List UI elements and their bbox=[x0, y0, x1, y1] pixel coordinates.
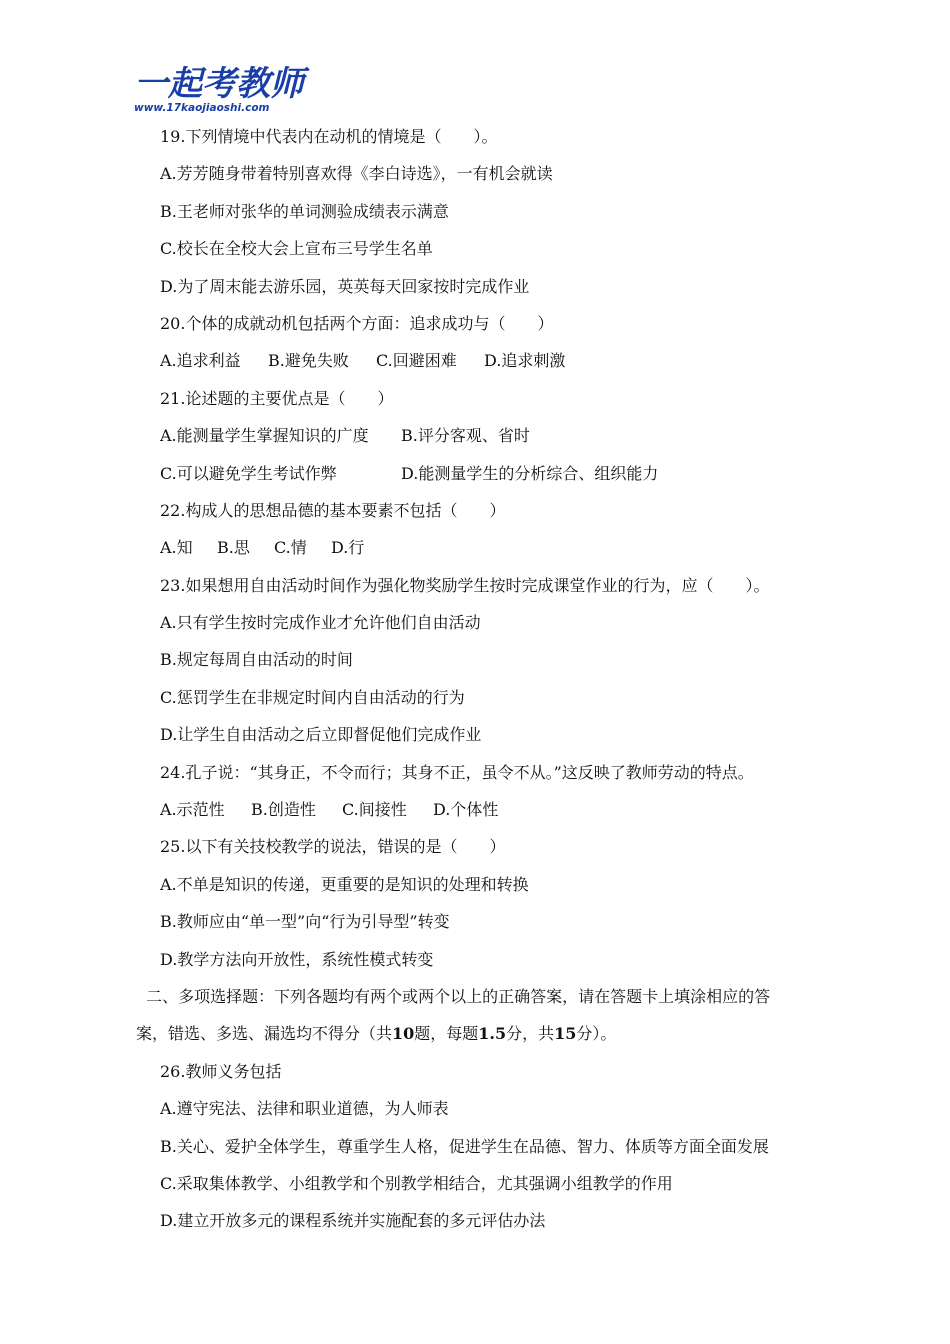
q21-option-c: C.可以避免学生考试作弊 bbox=[160, 463, 337, 483]
logo-title: 一起考教师 bbox=[134, 64, 304, 104]
q19-option-d: D.为了周末能去游乐园，英英每天回家按时完成作业 bbox=[160, 276, 530, 296]
q24-option-d: D.个体性 bbox=[433, 800, 499, 820]
q23-option-c: C.惩罚学生在非规定时间内自由活动的行为 bbox=[160, 687, 465, 707]
q22-stem: 22.构成人的思想品德的基本要素不包括（ ） bbox=[160, 500, 506, 520]
q19-option-b: B.王老师对张华的单词测验成绩表示满意 bbox=[160, 201, 449, 221]
q20-option-b: B.避免失败 bbox=[268, 351, 349, 371]
q25-option-a: A.不单是知识的传递，更重要的是知识的处理和转换 bbox=[160, 874, 529, 894]
q21-options-row2 bbox=[160, 455, 830, 492]
q19-option-c: C.校长在全校大会上宣布三号学生名单 bbox=[160, 239, 433, 259]
q21-stem: 21.论述题的主要优点是（ ） bbox=[160, 388, 394, 408]
section2-heading-end: 分）。 bbox=[576, 1024, 617, 1044]
q20-options bbox=[160, 342, 830, 379]
section2-total: 15 bbox=[554, 1024, 577, 1044]
q22-options bbox=[160, 529, 830, 566]
site-logo[interactable] bbox=[134, 66, 304, 118]
q22-option-d: D.行 bbox=[331, 538, 365, 558]
q25-option-d: D.教学方法向开放性，系统性模式转变 bbox=[160, 949, 434, 969]
q19-stem: 19.下列情境中代表内在动机的情境是（ ）。 bbox=[160, 127, 498, 146]
logo-url: www.17kaojiaoshi.com bbox=[134, 102, 270, 114]
q22-option-b: B.思 bbox=[217, 538, 250, 558]
q20-stem: 20.个体的成就动机包括两个方面：追求成功与（ ） bbox=[160, 313, 554, 333]
section2-heading-pre: 案，错选、多选、漏选均不得分（共 bbox=[136, 1024, 393, 1044]
q23-stem: 23.如果想用自由活动时间作为强化物奖励学生按时完成课堂作业的行为，应（ ）。 bbox=[160, 575, 770, 595]
q23-option-b: B.规定每周自由活动的时间 bbox=[160, 650, 353, 670]
q26-option-a: A.遵守宪法、法律和职业道德，为人师表 bbox=[160, 1099, 449, 1119]
q21-option-d: D.能测量学生的分析综合、组织能力 bbox=[401, 463, 659, 483]
q21-option-b: B.评分客观、省时 bbox=[401, 426, 530, 446]
section2-heading-line1: 二、多项选择题：下列各题均有两个或两个以上的正确答案，请在答题卡上填涂相应的答 bbox=[146, 986, 771, 1006]
section2-heading bbox=[136, 978, 826, 1053]
section2-count: 10 bbox=[392, 1024, 415, 1044]
q21-options-row1 bbox=[160, 417, 830, 454]
q20-option-a: A.追求利益 bbox=[160, 351, 241, 371]
section2-heading-mid2: 分，共 bbox=[506, 1024, 555, 1044]
q19-option-a: A.芳芳随身带着特别喜欢得《李白诗选》，一有机会就读 bbox=[160, 164, 553, 184]
q24-option-c: C.间接性 bbox=[342, 800, 407, 820]
q24-option-b: B.创造性 bbox=[251, 800, 316, 820]
q24-options bbox=[160, 791, 830, 828]
q25-stem: 25.以下有关技校教学的说法，错误的是（ ） bbox=[160, 837, 506, 857]
q22-option-c: C.情 bbox=[274, 538, 307, 558]
q21-option-a: A.能测量学生掌握知识的广度 bbox=[160, 426, 369, 446]
q24-option-a: A.示范性 bbox=[160, 800, 225, 820]
q25-option-b: B.教师应由“单一型”向“行为引导型”转变 bbox=[160, 912, 450, 932]
q26-option-c: C.采取集体教学、小组教学和个别教学相结合，尤其强调小组教学的作用 bbox=[160, 1173, 673, 1193]
q22-option-a: A.知 bbox=[160, 538, 193, 558]
q26-option-b: B.关心、爱护全体学生，尊重学生人格，促进学生在品德、智力、体质等方面全面发展 bbox=[160, 1136, 769, 1156]
q20-option-d: D.追求刺激 bbox=[484, 351, 566, 371]
exam-content bbox=[136, 118, 830, 1240]
q26-stem: 26.教师义务包括 bbox=[160, 1061, 282, 1081]
section2-heading-mid1: 题，每题 bbox=[414, 1024, 479, 1044]
q23-option-d: D.让学生自由活动之后立即督促他们完成作业 bbox=[160, 725, 482, 745]
q24-stem: 24.孔子说：“其身正，不令而行；其身不正，虽令不从。”这反映了教师劳动的特点。 bbox=[160, 762, 754, 782]
q23-option-a: A.只有学生按时完成作业才允许他们自由活动 bbox=[160, 613, 481, 633]
q20-option-c: C.回避困难 bbox=[376, 351, 457, 371]
section2-per-score: 1.5 bbox=[478, 1024, 507, 1044]
q26-option-d: D.建立开放多元的课程系统并实施配套的多元评估办法 bbox=[160, 1211, 546, 1231]
